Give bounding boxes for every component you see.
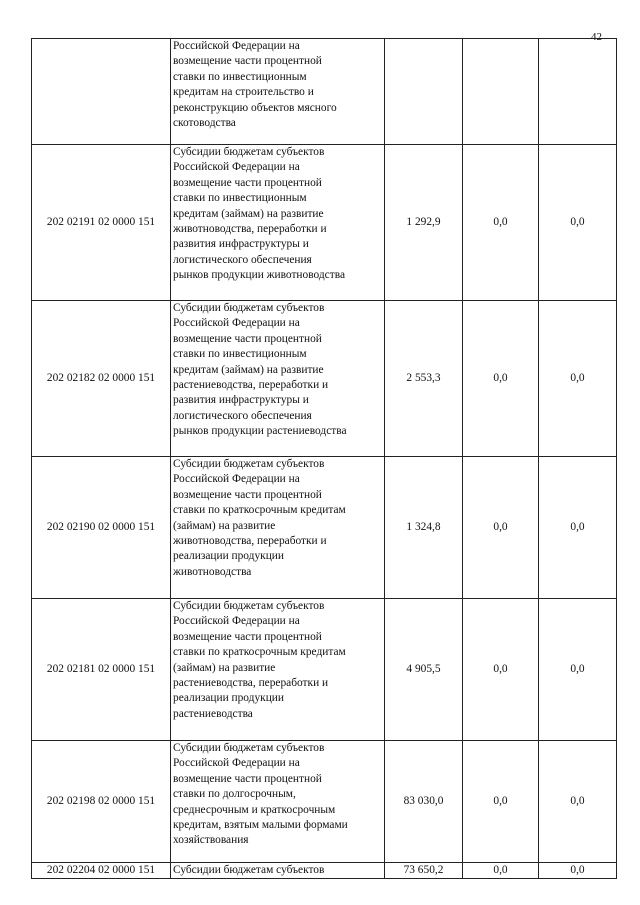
description-line: (займам) на развитие <box>173 661 276 674</box>
description-line: ставки по краткосрочным кредитам <box>173 504 346 517</box>
description-line: возмещение части процентной <box>173 488 322 501</box>
table-body <box>32 39 617 879</box>
description-line: среднесрочным и краткосрочным <box>173 803 336 816</box>
description-line: (займам) на развитие <box>173 519 276 532</box>
description-line: животноводства <box>173 565 252 578</box>
table-row <box>32 457 617 599</box>
budget-code-cell: 202 02182 02 0000 151 <box>32 301 171 457</box>
description-line: кредитам на строительство и <box>173 86 314 99</box>
amount-year2-cell: 0,0 <box>463 741 539 863</box>
amount-year3-cell: 0,0 <box>539 741 617 863</box>
table-row <box>32 301 617 457</box>
description-line: Субсидии бюджетам субъектов <box>173 146 325 158</box>
table-row <box>32 39 617 145</box>
budget-code-cell: 202 02191 02 0000 151 <box>32 145 171 301</box>
budget-code-cell: 202 02181 02 0000 151 <box>32 599 171 741</box>
description-line: Российской Федерации на <box>173 757 300 770</box>
description-line: Субсидии бюджетам субъектов <box>173 458 325 470</box>
amount-year3-cell: 0,0 <box>539 301 617 457</box>
amount-cell: 1 292,9 <box>385 145 463 301</box>
budget-code-cell: 202 02190 02 0000 151 <box>32 457 171 599</box>
amount-year3-cell: 0,0 <box>539 457 617 599</box>
description-cell <box>171 741 385 863</box>
amount-cell: 2 553,3 <box>385 301 463 457</box>
amount-year3-cell: 0,0 <box>539 145 617 301</box>
description-line: Российской Федерации на <box>173 161 300 174</box>
description-cell <box>171 301 385 457</box>
description-line: Российской Федерации на <box>173 317 300 330</box>
description-line: животноводства, переработки и <box>173 535 327 548</box>
description-line: развития инфраструктуры и <box>173 238 309 251</box>
description-line: Российской Федерации на <box>173 473 300 486</box>
description-line: ставки по инвестиционным <box>173 348 307 361</box>
description-line: кредитам (займам) на развитие <box>173 207 324 220</box>
description-line: развития инфраструктуры и <box>173 394 309 407</box>
amount-year2-cell: 0,0 <box>463 301 539 457</box>
amount-cell: 83 030,0 <box>385 741 463 863</box>
description-line: Российской Федерации на <box>173 615 300 628</box>
description-cell <box>171 863 385 879</box>
amount-year2-cell: 0,0 <box>463 599 539 741</box>
amount-year3-cell: 0,0 <box>539 863 617 879</box>
description-line: растениеводства <box>173 707 253 720</box>
description-line: Российской Федерации на <box>173 40 300 52</box>
budget-code-cell: 202 02198 02 0000 151 <box>32 741 171 863</box>
description-line: Субсидии бюджетам субъектов <box>173 600 325 612</box>
description-line: возмещение части процентной <box>173 55 322 68</box>
amount-year3-cell: 0,0 <box>539 599 617 741</box>
page-number: 42 <box>591 31 602 43</box>
description-cell <box>171 599 385 741</box>
description-cell <box>171 145 385 301</box>
description-line: животноводства, переработки и <box>173 223 327 236</box>
description-line: логистического обеспечения <box>173 409 312 422</box>
table-row <box>32 599 617 741</box>
description-cell <box>171 39 385 145</box>
amount-year2-cell: 0,0 <box>463 457 539 599</box>
description-cell <box>171 457 385 599</box>
description-line: рынков продукции растениеводства <box>173 425 347 438</box>
table-row <box>32 145 617 301</box>
amount-year2-cell: 0,0 <box>463 145 539 301</box>
budget-table <box>31 38 617 879</box>
description-line: возмещение части процентной <box>173 176 322 189</box>
description-line: возмещение части процентной <box>173 630 322 643</box>
description-line: реализации продукции <box>173 692 284 705</box>
description-line: Субсидии бюджетам субъектов <box>173 864 325 876</box>
description-line: Субсидии бюджетам субъектов <box>173 302 325 314</box>
description-line: логистического обеспечения <box>173 253 312 266</box>
description-line: кредитам, взятым малыми формами <box>173 819 348 832</box>
description-line: ставки по краткосрочным кредитам <box>173 646 346 659</box>
budget-code-cell <box>32 39 171 145</box>
description-line: ставки по инвестиционным <box>173 192 307 205</box>
description-line: возмещение части процентной <box>173 332 322 345</box>
description-line: ставки по инвестиционным <box>173 70 307 83</box>
description-line: хозяйствования <box>173 834 249 847</box>
description-line: рынков продукции животноводства <box>173 269 345 282</box>
description-line: Субсидии бюджетам субъектов <box>173 742 325 754</box>
description-line: растениеводства, переработки и <box>173 677 329 690</box>
amount-cell: 73 650,2 <box>385 863 463 879</box>
description-line: кредитам (займам) на развитие <box>173 363 324 376</box>
amount-year3-cell <box>539 39 617 145</box>
description-line: ставки по долгосрочным, <box>173 788 296 801</box>
description-line: возмещение части процентной <box>173 772 322 785</box>
description-line: скотоводства <box>173 117 236 130</box>
table-row <box>32 741 617 863</box>
amount-cell <box>385 39 463 145</box>
budget-code-cell: 202 02204 02 0000 151 <box>32 863 171 879</box>
table-row <box>32 863 617 879</box>
amount-year2-cell <box>463 39 539 145</box>
description-line: реконструкцию объектов мясного <box>173 101 337 114</box>
description-line: растениеводства, переработки и <box>173 379 329 392</box>
amount-cell: 4 905,5 <box>385 599 463 741</box>
amount-year2-cell: 0,0 <box>463 863 539 879</box>
description-line: реализации продукции <box>173 550 284 563</box>
amount-cell: 1 324,8 <box>385 457 463 599</box>
